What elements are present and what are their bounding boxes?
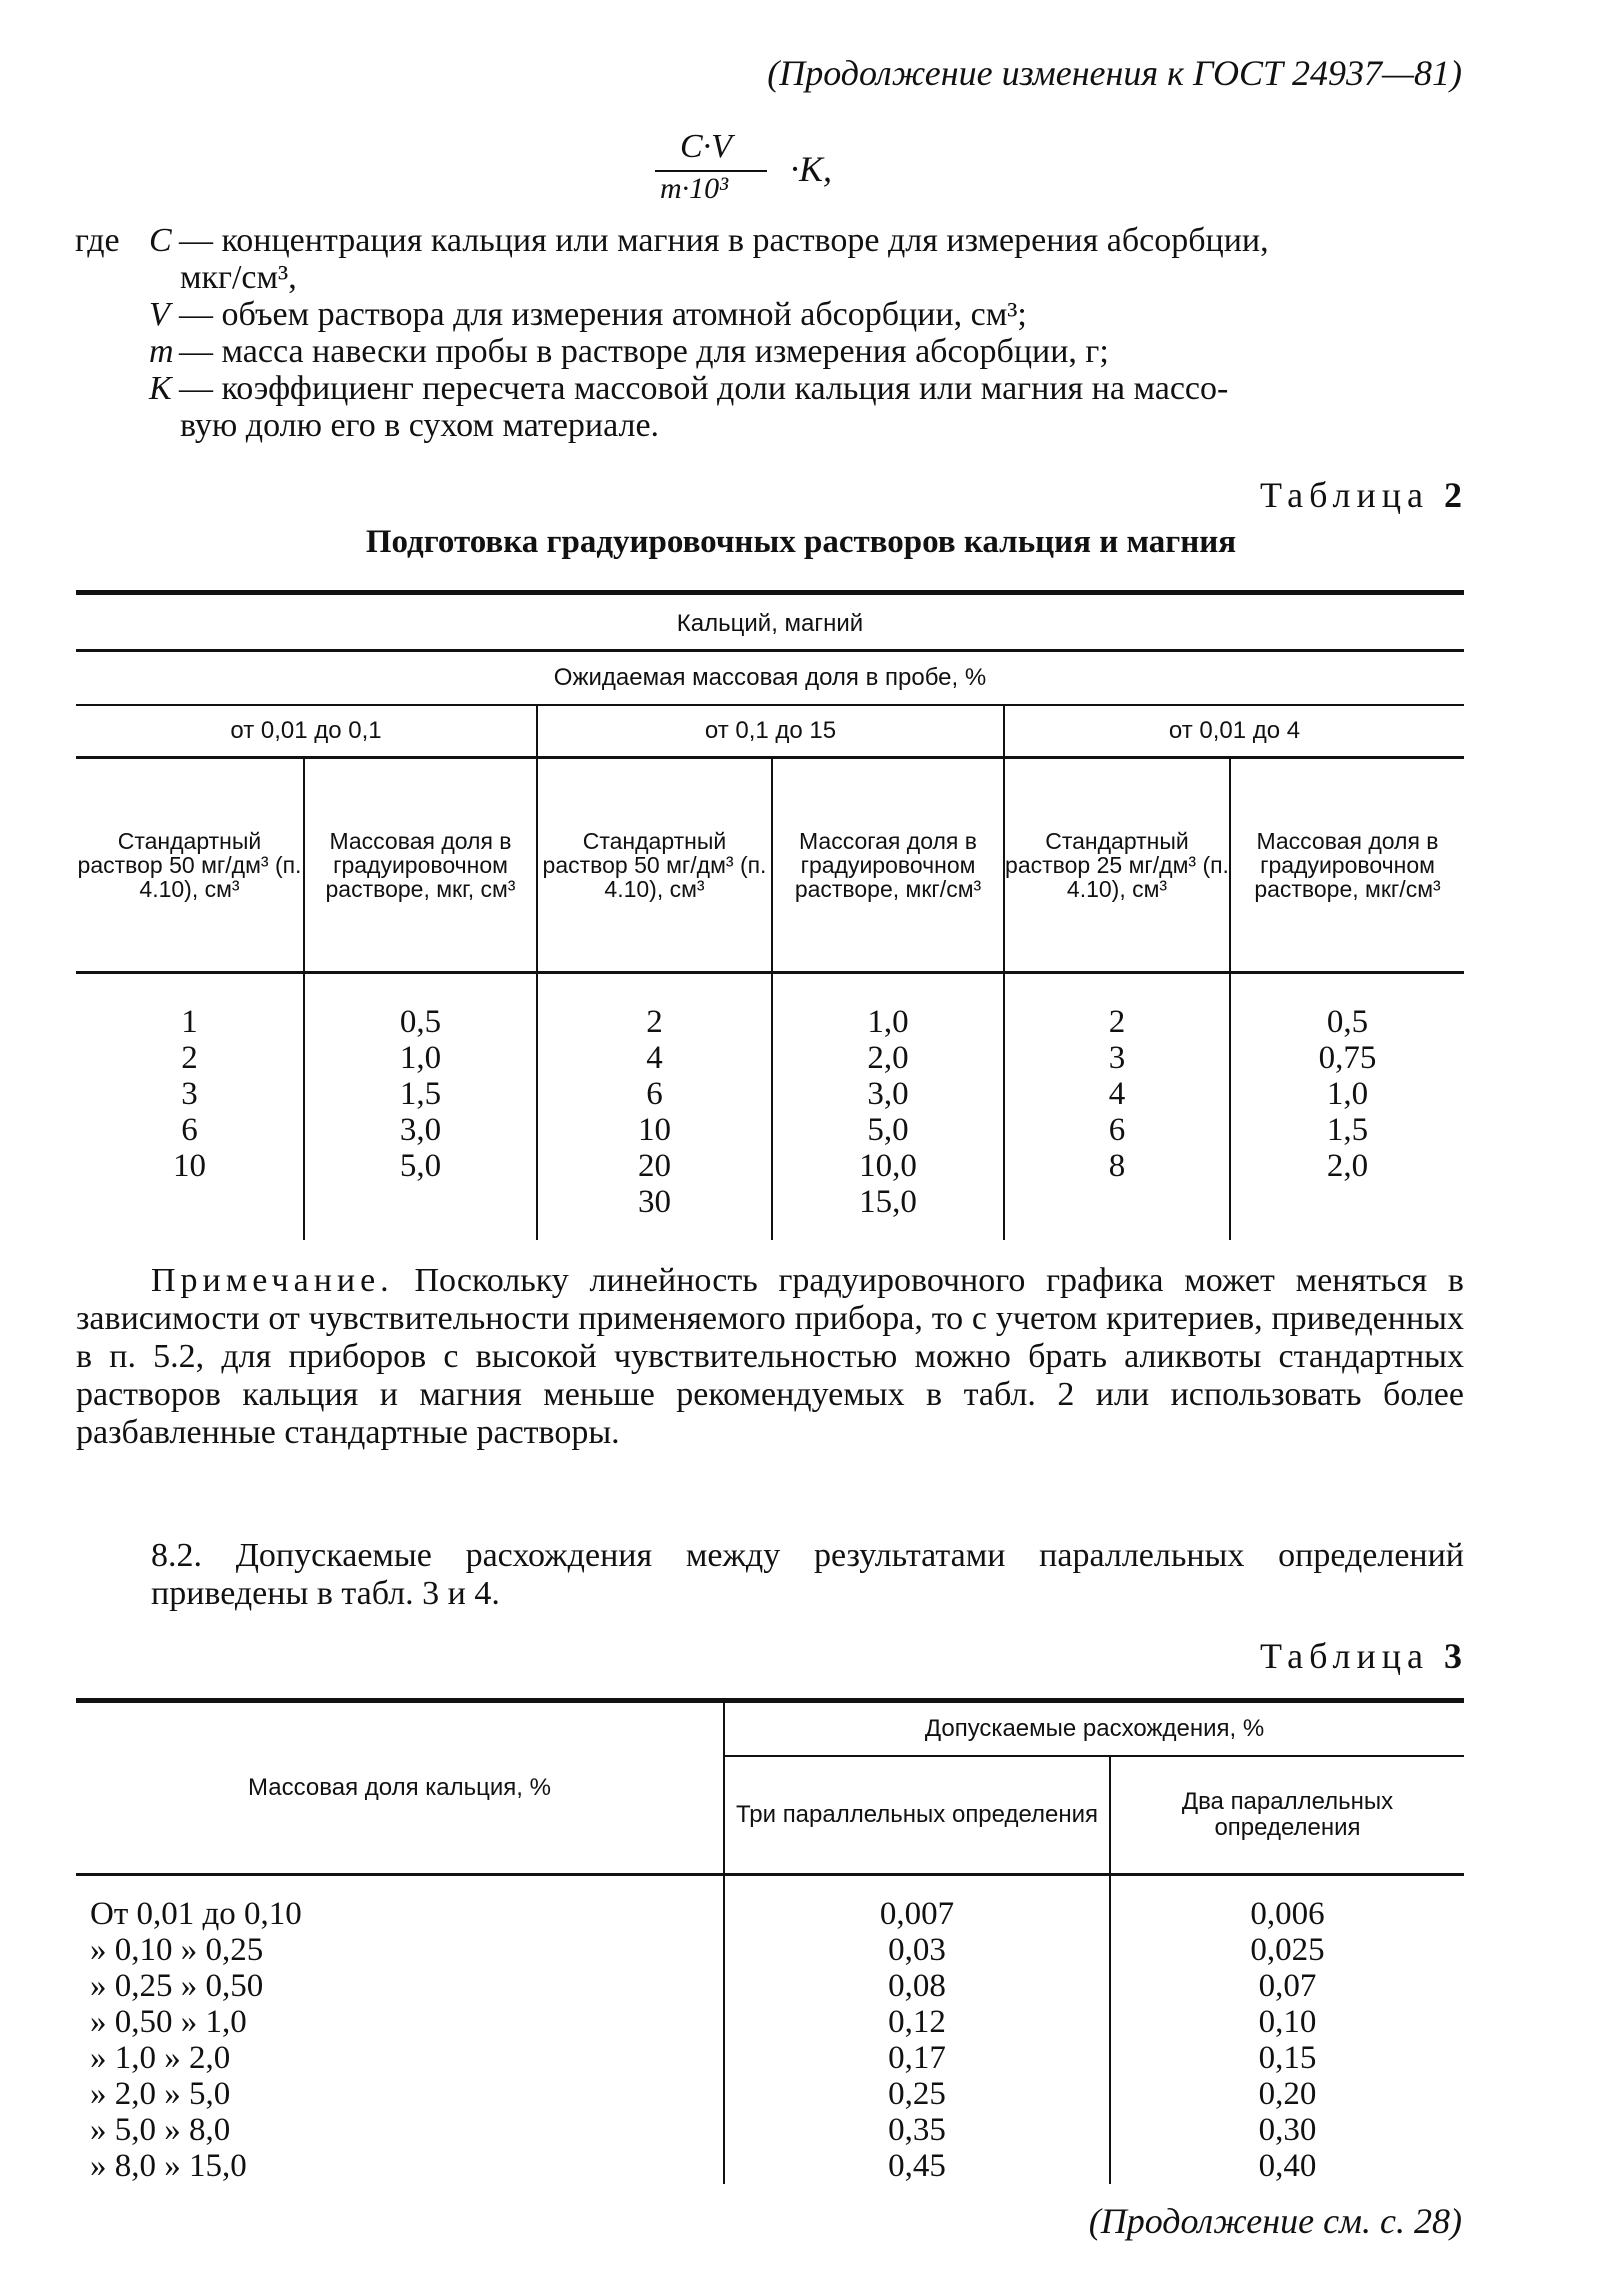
definition-m <box>75 333 1465 370</box>
table-cell-value: 0,006 <box>1250 1896 1325 1932</box>
table-cell-value: 0,75 <box>1318 1040 1377 1076</box>
definition-lead: где <box>75 222 120 259</box>
table2-column <box>537 973 772 1241</box>
table2-subheader-row <box>76 758 1464 973</box>
table2-subheader: Массовая доля в градуировочном растворе, мкг/см³ <box>1230 758 1464 973</box>
table2-range: от 0,1 до 15 <box>537 705 1004 758</box>
table-cell-value: 1,0 <box>399 1040 442 1076</box>
table-cell-value: 1,0 <box>1326 1076 1369 1112</box>
table-cell-value: 0,007 <box>879 1896 955 1932</box>
table2-data-row <box>76 973 1464 1241</box>
table2-note <box>76 1262 1464 1452</box>
table-cell-value: 5,0 <box>867 1112 909 1148</box>
table3 <box>76 1698 1464 2184</box>
table2-subheader: Массовая доля в градуировочном растворе, мкг, см³ <box>304 758 537 973</box>
table3-number: 3 <box>1444 1636 1462 1676</box>
paragraph-8-2 <box>76 1537 1464 1613</box>
table3-range-column <box>76 1875 724 2185</box>
table2-subheader: Стандартный раствор 25 мг/дм³ (п. 4.10), см³ <box>1004 758 1230 973</box>
definition-symbol: C <box>149 222 172 259</box>
note-text: Поскольку линейность градуировочного графика может меняться в зависимости от чувствительности применяемого прибора, то с учетом критериев, приведенных в п. 5.2, для приборов с высокой чувствительностью можно брать аликвоты стандартных растворов кальция и магния меньше рекомендуемых в табл. 2 или использовать более разбавленные стандартные растворы. <box>76 1262 1464 1451</box>
table3-data-row <box>76 1875 1464 2185</box>
table-cell-value: 10 <box>638 1112 671 1148</box>
table-cell-value: 5,0 <box>399 1148 442 1184</box>
table-cell-value: 3,0 <box>867 1076 909 1112</box>
table-cell-value: 4 <box>1108 1076 1126 1112</box>
table2-header-row <box>76 593 1464 651</box>
definition-symbol: V <box>149 296 170 333</box>
table3-three-column <box>724 1875 1110 2185</box>
formula-multiplier: ·K, <box>790 149 833 189</box>
table-cell-value: 20 <box>638 1148 671 1184</box>
table-cell-value: 1 <box>181 1004 198 1040</box>
table-cell-value: 0,03 <box>888 1932 946 1968</box>
definition-c <box>75 222 1465 259</box>
table2-range: от 0,01 до 0,1 <box>76 705 537 758</box>
table-cell-value: 2,0 <box>867 1040 909 1076</box>
definition-text: — масса навески пробы в растворе для измерения абсорбции, г; <box>179 333 1109 370</box>
note-lead: Примечание. <box>151 1262 394 1299</box>
table3-header-left: Массовая доля кальция, % <box>76 1701 724 1875</box>
table-cell-value: 0,10 <box>1258 2004 1317 2040</box>
table-cell-value: 0,07 <box>1258 1968 1317 2004</box>
table-cell-value: 30 <box>638 1184 671 1220</box>
table-cell-value: 15,0 <box>859 1184 917 1220</box>
table2-subheader: Стандартный раствор 50 мг/дм³ (п. 4.10), см³ <box>537 758 772 973</box>
table2-number: 2 <box>1444 475 1462 515</box>
table-cell-value: 10,0 <box>859 1148 917 1184</box>
table-cell-value: » 8,0 » 15,0 <box>90 2148 247 2184</box>
table-cell-value: » 1,0 » 2,0 <box>90 2040 231 2076</box>
table-cell-value: 3 <box>1108 1040 1126 1076</box>
table-cell-value: От 0,01 до 0,10 <box>90 1896 302 1932</box>
table2-range: от 0,01 до 4 <box>1004 705 1464 758</box>
table3-header-right: Допускаемые расхождения, % <box>724 1701 1464 1756</box>
definition-v <box>75 296 1465 333</box>
table-cell-value: 0,40 <box>1258 2148 1317 2184</box>
table-cell-value: 1,0 <box>867 1004 909 1040</box>
table-cell-value: 1,5 <box>399 1076 442 1112</box>
table-cell-value: 3,0 <box>399 1112 442 1148</box>
formula-denominator: m·10³ <box>660 172 729 205</box>
definition-continuation: мкг/см³, <box>180 259 297 296</box>
table-cell-value: 0,025 <box>1250 1932 1325 1968</box>
table-cell-value: 0,12 <box>888 2004 946 2040</box>
definition-k <box>75 370 1465 407</box>
table-cell-value: 0,30 <box>1258 2112 1317 2148</box>
table2-label: Таблица 2 <box>1260 475 1462 515</box>
table-cell-value: 2 <box>646 1004 663 1040</box>
table-cell-value: 6 <box>1108 1112 1126 1148</box>
table3-label: Таблица 3 <box>1260 1636 1462 1676</box>
table-cell-value: 2,0 <box>1326 1148 1369 1184</box>
definition-text: — концентрация кальция или магния в растворе для измерения абсорбции, <box>179 222 1269 259</box>
table-cell-value: 3 <box>181 1076 198 1112</box>
table-cell-value: 4 <box>646 1040 663 1076</box>
table-cell-value: 0,35 <box>888 2112 946 2148</box>
paragraph-text: 8.2. Допускаемые расхождения между результатами параллельных определений приведены в табл. 3 и 4. <box>151 1537 1464 1612</box>
definition-text: — объем раствора для измерения атомной абсорбции, см³; <box>179 296 1027 333</box>
table-cell-value: 0,45 <box>888 2148 946 2184</box>
definition-text: — коэффициенг пересчета массовой доли кальция или магния на массо- <box>179 370 1229 407</box>
table-cell-value: 8 <box>1108 1148 1126 1184</box>
table2-column <box>304 973 537 1241</box>
table2-header-row <box>76 651 1464 706</box>
table-cell-value: 10 <box>173 1148 206 1184</box>
table-cell-value: » 0,10 » 0,25 <box>90 1932 264 1968</box>
continuation-header: (Продолжение изменения к ГОСТ 24937—81) <box>767 53 1462 93</box>
table-cell-value: 0,25 <box>888 2076 946 2112</box>
table3-subheader-three: Три параллельных определения <box>724 1756 1110 1875</box>
table2-subheader: Стандартный раствор 50 мг/дм³ (п. 4.10), см³ <box>76 758 304 973</box>
table2-header-expected: Ожидаемая массовая доля в пробе, % <box>76 651 1464 706</box>
table2-column <box>1004 973 1230 1241</box>
continuation-footer: (Продолжение см. с. 28) <box>1088 2201 1462 2241</box>
table-cell-value: 0,5 <box>399 1004 442 1040</box>
table-cell-value: 2 <box>1108 1004 1126 1040</box>
table2-column <box>76 973 304 1241</box>
definition-continuation: вую долю его в сухом материале. <box>180 407 660 444</box>
table-cell-value: » 2,0 » 5,0 <box>90 2076 231 2112</box>
table3-subheader-two: Два параллельных определения <box>1110 1756 1464 1875</box>
table2-title: Подготовка градуировочных растворов кальция и магния <box>365 524 1237 560</box>
table-cell-value: 0,5 <box>1326 1004 1369 1040</box>
formula-numerator: C·V <box>680 128 732 165</box>
table2-header-element: Кальций, магний <box>76 593 1464 651</box>
table-cell-value: 6 <box>181 1112 198 1148</box>
table2-column <box>772 973 1004 1241</box>
table-cell-value: 0,20 <box>1258 2076 1317 2112</box>
table2-range-row <box>76 705 1464 758</box>
table-cell-value: » 5,0 » 8,0 <box>90 2112 231 2148</box>
table-cell-value: 6 <box>646 1076 663 1112</box>
table-cell-value: » 0,25 » 0,50 <box>90 1968 264 2004</box>
table2-subheader: Массогая доля в градуировочном растворе, мкг/см³ <box>772 758 1004 973</box>
table2 <box>76 590 1464 1240</box>
table3-two-column <box>1110 1875 1464 2185</box>
variable-definitions <box>75 222 1465 444</box>
table2-column <box>1230 973 1464 1241</box>
table-cell-value: 1,5 <box>1326 1112 1369 1148</box>
table-cell-value: 0,15 <box>1258 2040 1317 2076</box>
table3-header-row <box>76 1701 1464 1756</box>
table-cell-value: » 0,50 » 1,0 <box>90 2004 247 2040</box>
formula <box>655 128 895 218</box>
table-cell-value: 0,08 <box>888 1968 946 2004</box>
table-cell-value: 0,17 <box>888 2040 946 2076</box>
definition-symbol: K <box>149 370 172 407</box>
table-cell-value: 2 <box>181 1040 198 1076</box>
definition-symbol: m <box>149 333 174 370</box>
